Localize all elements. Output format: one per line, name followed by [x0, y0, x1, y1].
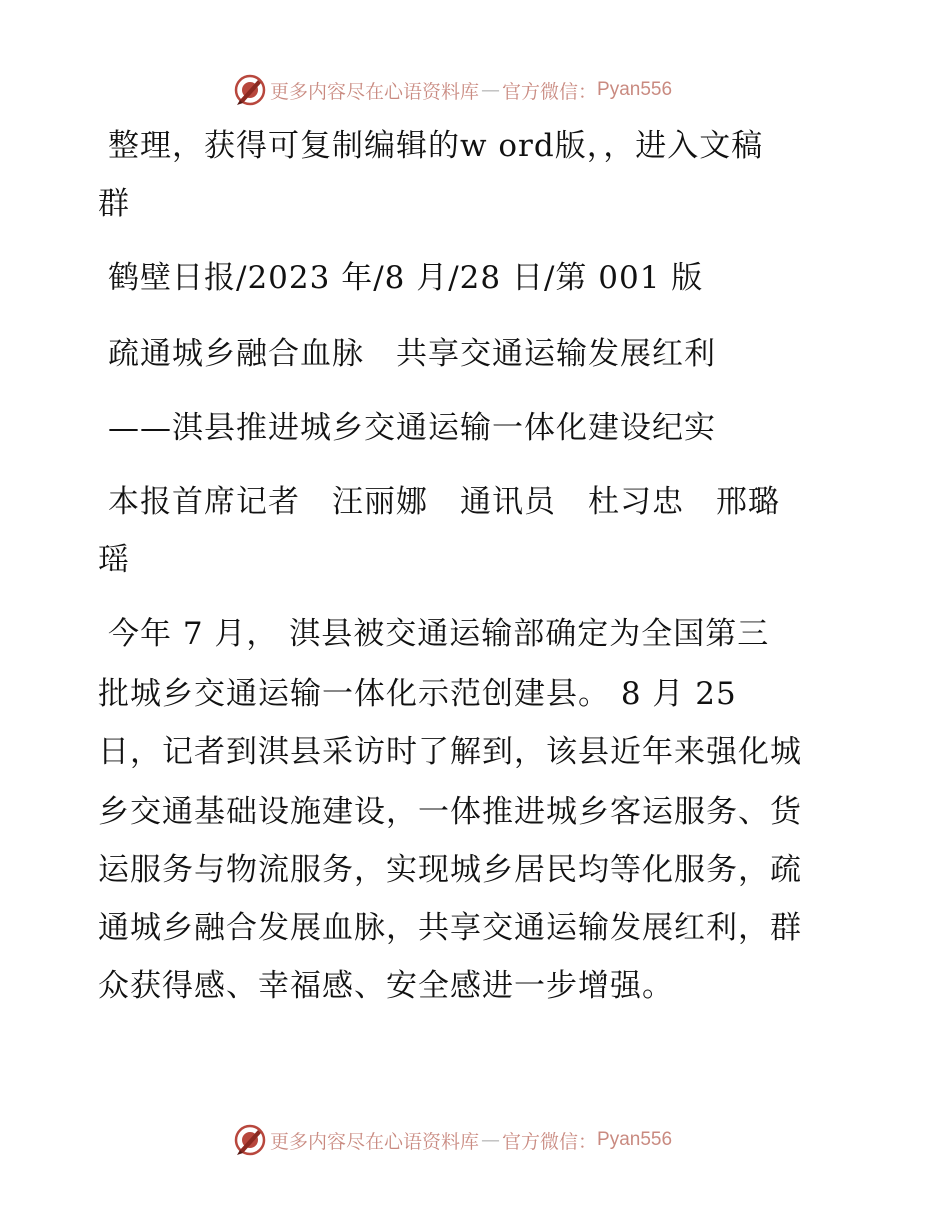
- banner-official-label: 官方微信：: [502, 1130, 598, 1153]
- body-line: 今年 7 月， 淇县被交通运输部确定为全国第三: [108, 616, 770, 652]
- banner-wechat-id: Pyan556: [597, 79, 673, 100]
- body-line: 日，记者到淇县采访时了解到，该县近年来强化城: [98, 734, 802, 770]
- subheadline: ——淇县推进城乡交通运输一体化建设纪实: [108, 410, 716, 446]
- banner-separator: —: [481, 79, 501, 101]
- body-line: 乡交通基础设施建设，一体推进城乡客运服务、货: [98, 794, 802, 830]
- body-line: 众获得感、幸福感、安全感进一步增强。: [98, 968, 674, 1004]
- source-line: 鹤壁日报/2023 年/8 月/28 日/第 001 版: [108, 260, 704, 296]
- banner-text: 更多内容尽在心语资料库: [270, 1130, 480, 1153]
- body-line: 批城乡交通运输一体化示范创建县。 8 月 25: [98, 676, 737, 712]
- footer-watermark-banner: [232, 1120, 672, 1160]
- headline: 疏通城乡融合血脉 共享交通运输发展红利: [108, 336, 716, 372]
- banner-wechat-id: Pyan556: [597, 1129, 673, 1150]
- header-watermark-banner: [232, 70, 672, 110]
- banner-separator: —: [481, 1129, 501, 1151]
- banner-text: 更多内容尽在心语资料库: [270, 80, 480, 103]
- intro-line-2: 群: [98, 186, 130, 222]
- byline-line-1: 本报首席记者 汪丽娜 通讯员 杜习忠 邢璐: [108, 484, 780, 520]
- banner-official-label: 官方微信：: [502, 80, 598, 103]
- intro-line-1: 整理，获得可复制编辑的w ord版，，进入文稿: [108, 128, 764, 164]
- byline-line-2: 瑶: [98, 542, 130, 578]
- pen-logo-icon: [232, 72, 268, 108]
- body-line: 运服务与物流服务，实现城乡居民均等化服务，疏: [98, 852, 802, 888]
- body-line: 通城乡融合发展血脉，共享交通运输发展红利，群: [98, 910, 802, 946]
- pen-logo-icon: [232, 1122, 268, 1158]
